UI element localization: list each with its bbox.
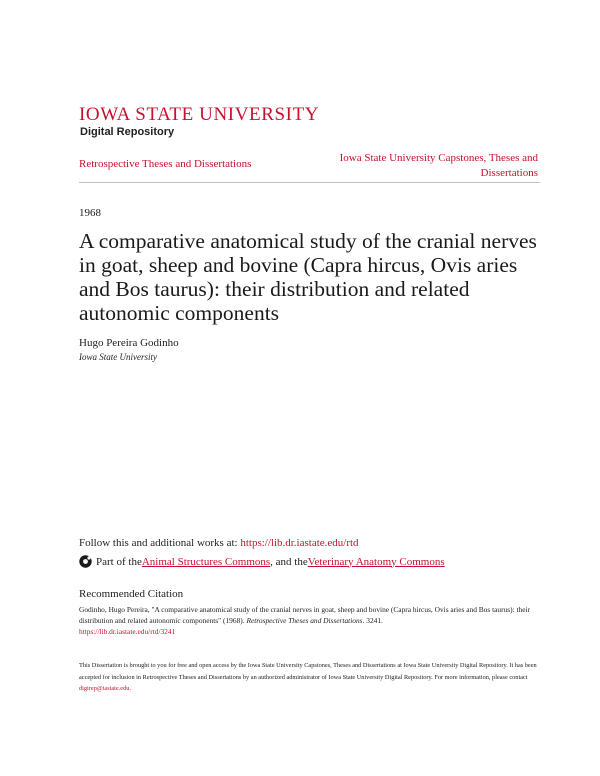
citation-body: Godinho, Hugo Pereira, "A comparative anatomical study of the cranial nerves in goat, sheep and bovine (Capra hircus, Ovis aries and Bos taurus): their distribution and related autonomic components" (1968). — [79, 605, 531, 625]
collection-link-capstones[interactable] — [318, 151, 538, 181]
network-commons-icon — [79, 555, 92, 568]
collection-link-capstones-line1[interactable]: Iowa State University Capstones, Theses and — [339, 152, 538, 164]
header-divider — [79, 182, 540, 183]
contact-email-link[interactable]: digirep@iastate.edu — [79, 685, 130, 692]
animal-structures-commons-link[interactable]: Animal Structures Commons — [141, 555, 271, 568]
citation-text — [79, 604, 539, 637]
follow-text: Follow this and additional works at: — [79, 537, 241, 549]
citation-number: . 3241. — [362, 616, 383, 625]
follow-link[interactable]: https://lib.dr.iastate.edu/rtd — [240, 537, 359, 549]
recommended-citation-heading: Recommended Citation — [79, 588, 184, 600]
citation-series: Retrospective Theses and Dissertations — [246, 616, 363, 625]
repository-name: Digital Repository — [80, 126, 175, 138]
publication-year: 1968 — [79, 207, 101, 219]
veterinary-anatomy-commons-link[interactable]: Veterinary Anatomy Commons — [307, 555, 445, 568]
collection-link-capstones-line2[interactable]: Dissertations — [480, 167, 538, 179]
author-affiliation: Iowa State University — [79, 352, 157, 362]
notice-end: . — [129, 685, 131, 692]
follow-line — [79, 537, 359, 549]
notice-text: This Dissertation is brought to you for free and open access by the Iowa State University Capstones, Theses and Dissertations at Iowa State University Digital Repository. It has been accepted for inclusion in Retrospective Theses and Dissertations by an authorized administrator of Iowa State University Digital Repository. For more information, please contact — [79, 662, 537, 681]
part-of-prefix: Part of the — [96, 555, 142, 568]
citation-link[interactable]: https://lib.dr.iastate.edu/rtd/3241 — [79, 627, 176, 636]
part-of-line — [79, 555, 445, 568]
part-of-middle: , and the — [270, 555, 308, 568]
access-notice — [79, 660, 539, 695]
collection-link-retrospective[interactable]: Retrospective Theses and Dissertations — [79, 158, 252, 170]
university-logo: IOWA STATE UNIVERSITY — [79, 104, 320, 125]
author-name: Hugo Pereira Godinho — [79, 337, 179, 349]
document-title: A comparative anatomical study of the cranial nerves in goat, sheep and bovine (Capra hircus, Ovis aries and Bos taurus): their distribution and related autonomic components — [79, 229, 537, 325]
